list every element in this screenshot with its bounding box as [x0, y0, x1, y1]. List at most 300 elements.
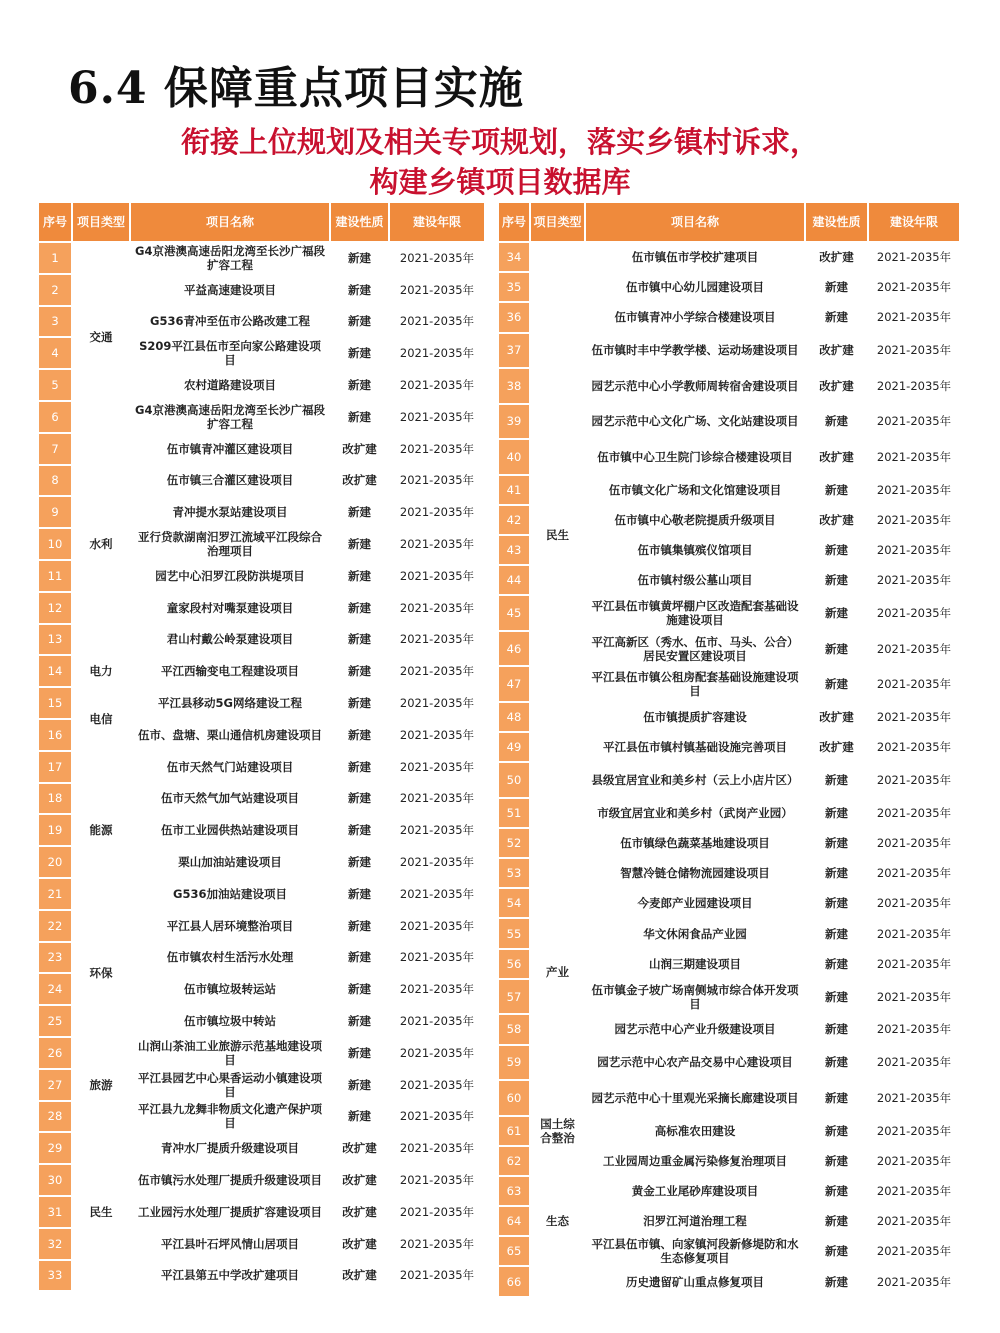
construction-period: 2021-2035年 [389, 369, 485, 401]
project-name: 伍市镇污水处理厂提质升级建设项目 [130, 1164, 330, 1196]
construction-nature: 新建 [330, 655, 389, 687]
construction-period: 2021-2035年 [389, 401, 485, 433]
row-category: 旅游 [72, 1037, 130, 1132]
row-number: 22 [38, 910, 72, 942]
construction-period: 2021-2035年 [868, 565, 960, 595]
row-number: 10 [38, 528, 72, 560]
row-number: 30 [38, 1164, 72, 1196]
construction-nature: 新建 [805, 1080, 868, 1116]
project-name: 伍市镇中心敬老院提质升级项目 [585, 505, 805, 535]
construction-period: 2021-2035年 [389, 942, 485, 974]
row-number: 65 [498, 1236, 530, 1266]
construction-nature: 新建 [330, 687, 389, 719]
project-name: 今麦郎产业园建设项目 [585, 888, 805, 918]
construction-period: 2021-2035年 [868, 949, 960, 979]
construction-period: 2021-2035年 [868, 1266, 960, 1296]
header-category: 项目类型 [530, 202, 585, 242]
construction-period: 2021-2035年 [389, 1196, 485, 1228]
construction-period: 2021-2035年 [868, 979, 960, 1015]
construction-period: 2021-2035年 [868, 858, 960, 888]
construction-nature: 新建 [330, 560, 389, 592]
construction-nature: 改扩建 [805, 439, 868, 475]
project-name: 伍市工业园供热站建设项目 [130, 814, 330, 846]
construction-nature: 新建 [805, 475, 868, 505]
table-row [498, 242, 960, 272]
construction-nature: 新建 [805, 798, 868, 828]
project-name: 平江县第五中学改扩建项目 [130, 1260, 330, 1292]
row-number: 36 [498, 302, 530, 332]
row-category: 环保 [72, 910, 130, 1037]
construction-nature: 新建 [330, 369, 389, 401]
row-number: 32 [38, 1228, 72, 1260]
construction-period: 2021-2035年 [868, 1206, 960, 1236]
table-row [38, 655, 485, 687]
row-number: 25 [38, 1005, 72, 1037]
row-category: 水利 [72, 433, 130, 656]
row-number: 9 [38, 496, 72, 528]
row-number: 50 [498, 762, 530, 798]
construction-period: 2021-2035年 [868, 404, 960, 440]
construction-nature: 新建 [805, 918, 868, 948]
construction-nature: 改扩建 [330, 1260, 389, 1292]
row-number: 1 [38, 242, 72, 274]
project-name: S209平江县伍市至向家公路建设项目 [130, 337, 330, 369]
construction-nature: 新建 [330, 1037, 389, 1069]
construction-nature: 改扩建 [330, 1164, 389, 1196]
project-name: 青冲提水泵站建设项目 [130, 496, 330, 528]
row-number: 60 [498, 1080, 530, 1116]
header-name: 项目名称 [130, 202, 330, 242]
table-row [38, 910, 485, 942]
project-name: 伍市镇村级公墓山项目 [585, 565, 805, 595]
construction-nature: 改扩建 [805, 505, 868, 535]
project-name: 园艺中心汨罗江段防洪堤项目 [130, 560, 330, 592]
construction-period: 2021-2035年 [389, 910, 485, 942]
construction-period: 2021-2035年 [868, 828, 960, 858]
construction-period: 2021-2035年 [868, 1236, 960, 1266]
construction-period: 2021-2035年 [868, 888, 960, 918]
construction-nature: 新建 [805, 979, 868, 1015]
construction-period: 2021-2035年 [868, 762, 960, 798]
project-name: 伍市镇文化广场和文化馆建设项目 [585, 475, 805, 505]
construction-nature: 新建 [805, 535, 868, 565]
project-name: 山润三期建设项目 [585, 949, 805, 979]
construction-nature: 改扩建 [330, 1132, 389, 1164]
row-category: 生态 [530, 1146, 585, 1297]
table-row [498, 1116, 960, 1146]
construction-nature: 新建 [330, 1101, 389, 1133]
construction-period: 2021-2035年 [389, 687, 485, 719]
row-number: 47 [498, 666, 530, 702]
project-name: 伍市镇垃圾中转站 [130, 1005, 330, 1037]
table-header-row [498, 202, 960, 242]
project-name: 园艺示范中心产业升级建设项目 [585, 1014, 805, 1044]
construction-nature: 新建 [805, 1045, 868, 1081]
row-category: 能源 [72, 751, 130, 910]
project-name: G536青冲至伍市公路改建工程 [130, 306, 330, 338]
row-category: 民生 [72, 1132, 130, 1291]
construction-nature: 新建 [805, 631, 868, 667]
row-number: 51 [498, 798, 530, 828]
row-number: 3 [38, 306, 72, 338]
project-name: 平江高新区（秀水、伍市、马头、公合）居民安置区建设项目 [585, 631, 805, 667]
row-number: 55 [498, 918, 530, 948]
row-number: 4 [38, 337, 72, 369]
table-row [38, 687, 485, 719]
construction-period: 2021-2035年 [868, 631, 960, 667]
header-period: 建设年限 [389, 202, 485, 242]
construction-nature: 新建 [330, 337, 389, 369]
subtitle-line-1: 衔接上位规划及相关专项规划，落实乡镇村诉求， [180, 125, 819, 159]
project-name: 工业园污水处理厂提质扩容建设项目 [130, 1196, 330, 1228]
project-name: 历史遗留矿山重点修复项目 [585, 1266, 805, 1296]
row-number: 24 [38, 973, 72, 1005]
row-number: 23 [38, 942, 72, 974]
construction-nature: 改扩建 [805, 732, 868, 762]
row-category: 民生 [530, 242, 585, 828]
project-name: 伍市、盘塘、栗山通信机房建设项目 [130, 719, 330, 751]
row-number: 39 [498, 404, 530, 440]
row-number: 17 [38, 751, 72, 783]
construction-nature: 新建 [330, 973, 389, 1005]
row-number: 56 [498, 949, 530, 979]
project-name: 平江县伍市镇黄坪棚户区改造配套基础设施建设项目 [585, 595, 805, 631]
project-name: G4京港澳高速岳阳龙湾至长沙广福段扩容工程 [130, 242, 330, 274]
construction-nature: 新建 [805, 828, 868, 858]
construction-nature: 新建 [805, 1206, 868, 1236]
construction-nature: 改扩建 [330, 465, 389, 497]
construction-period: 2021-2035年 [868, 732, 960, 762]
row-number: 43 [498, 535, 530, 565]
project-name: 伍市镇三合灌区建设项目 [130, 465, 330, 497]
project-name: 伍市天然气门站建设项目 [130, 751, 330, 783]
construction-period: 2021-2035年 [389, 1228, 485, 1260]
row-number: 19 [38, 814, 72, 846]
project-name: 伍市镇金子坡广场南侧城市综合体开发项目 [585, 979, 805, 1015]
construction-nature: 新建 [330, 306, 389, 338]
table-row [498, 1146, 960, 1176]
row-number: 59 [498, 1045, 530, 1081]
project-name: 园艺示范中心文化广场、文化站建设项目 [585, 404, 805, 440]
row-number: 63 [498, 1176, 530, 1206]
construction-nature: 改扩建 [805, 333, 868, 369]
construction-period: 2021-2035年 [389, 560, 485, 592]
row-category: 电信 [72, 687, 130, 751]
row-number: 53 [498, 858, 530, 888]
project-name: 亚行贷款湖南汨罗江流域平江段综合治理项目 [130, 528, 330, 560]
construction-period: 2021-2035年 [389, 1037, 485, 1069]
construction-nature: 新建 [805, 666, 868, 702]
project-name: 高标准农田建设 [585, 1116, 805, 1146]
construction-nature: 新建 [805, 272, 868, 302]
construction-period: 2021-2035年 [389, 1101, 485, 1133]
project-name: 君山村戴公岭泵建设项目 [130, 624, 330, 656]
row-number: 42 [498, 505, 530, 535]
page-title: 6.4 保障重点项目实施 [68, 63, 524, 114]
construction-period: 2021-2035年 [868, 1146, 960, 1176]
construction-period: 2021-2035年 [389, 1164, 485, 1196]
construction-period: 2021-2035年 [868, 368, 960, 404]
construction-period: 2021-2035年 [389, 1069, 485, 1101]
construction-nature: 新建 [805, 858, 868, 888]
construction-nature: 改扩建 [805, 702, 868, 732]
project-name: 园艺示范中心十里观光采摘长廊建设项目 [585, 1080, 805, 1116]
row-number: 64 [498, 1206, 530, 1236]
project-name: 平益高速建设项目 [130, 274, 330, 306]
row-number: 49 [498, 732, 530, 762]
construction-nature: 新建 [330, 624, 389, 656]
table-row [38, 1037, 485, 1069]
construction-nature: 新建 [330, 528, 389, 560]
row-number: 62 [498, 1146, 530, 1176]
construction-nature: 新建 [330, 274, 389, 306]
row-category: 电力 [72, 655, 130, 687]
header-nature: 建设性质 [805, 202, 868, 242]
project-name: 黄金工业尾砂库建设项目 [585, 1176, 805, 1206]
construction-period: 2021-2035年 [868, 666, 960, 702]
construction-period: 2021-2035年 [389, 624, 485, 656]
construction-period: 2021-2035年 [868, 439, 960, 475]
construction-nature: 新建 [330, 1005, 389, 1037]
project-name: 伍市镇中心幼儿园建设项目 [585, 272, 805, 302]
construction-nature: 改扩建 [805, 368, 868, 404]
row-number: 14 [38, 655, 72, 687]
construction-period: 2021-2035年 [389, 719, 485, 751]
row-number: 11 [38, 560, 72, 592]
row-number: 6 [38, 401, 72, 433]
construction-nature: 新建 [805, 1266, 868, 1296]
construction-period: 2021-2035年 [868, 1014, 960, 1044]
project-name: 山润山茶油工业旅游示范基地建设项目 [130, 1037, 330, 1069]
project-name: 工业园周边重金属污染修复治理项目 [585, 1146, 805, 1176]
construction-nature: 新建 [805, 1176, 868, 1206]
table-row [38, 1132, 485, 1164]
header-name: 项目名称 [585, 202, 805, 242]
row-number: 38 [498, 368, 530, 404]
row-number: 61 [498, 1116, 530, 1146]
row-number: 20 [38, 846, 72, 878]
construction-period: 2021-2035年 [868, 1080, 960, 1116]
project-name: 伍市镇集镇殡仪馆项目 [585, 535, 805, 565]
project-name: 伍市天然气加气站建设项目 [130, 783, 330, 815]
construction-nature: 改扩建 [330, 1196, 389, 1228]
construction-period: 2021-2035年 [389, 496, 485, 528]
construction-period: 2021-2035年 [868, 702, 960, 732]
project-name: 伍市镇垃圾转运站 [130, 973, 330, 1005]
construction-period: 2021-2035年 [389, 274, 485, 306]
project-name: 市级宜居宜业和美乡村（武岗产业园） [585, 798, 805, 828]
project-name: 伍市镇中心卫生院门诊综合楼建设项目 [585, 439, 805, 475]
construction-period: 2021-2035年 [868, 1045, 960, 1081]
construction-period: 2021-2035年 [868, 475, 960, 505]
project-name: 伍市镇绿色蔬菜基地建设项目 [585, 828, 805, 858]
row-number: 57 [498, 979, 530, 1015]
construction-nature: 新建 [330, 942, 389, 974]
row-number: 18 [38, 783, 72, 815]
project-name: G536加油站建设项目 [130, 878, 330, 910]
construction-nature: 新建 [805, 404, 868, 440]
row-number: 13 [38, 624, 72, 656]
row-number: 2 [38, 274, 72, 306]
row-number: 66 [498, 1266, 530, 1296]
header-period: 建设年限 [868, 202, 960, 242]
project-name: 伍市镇提质扩容建设 [585, 702, 805, 732]
construction-nature: 新建 [330, 719, 389, 751]
construction-period: 2021-2035年 [389, 751, 485, 783]
project-name: 平江西输变电工程建设项目 [130, 655, 330, 687]
project-name: 栗山加油站建设项目 [130, 846, 330, 878]
project-name: 伍市镇时丰中学教学楼、运动场建设项目 [585, 333, 805, 369]
project-name: 平江县九龙舞非物质文化遗产保护项目 [130, 1101, 330, 1133]
row-number: 12 [38, 592, 72, 624]
header-nature: 建设性质 [330, 202, 389, 242]
project-name: 伍市镇农村生活污水处理 [130, 942, 330, 974]
row-number: 40 [498, 439, 530, 475]
row-number: 21 [38, 878, 72, 910]
construction-period: 2021-2035年 [868, 505, 960, 535]
construction-period: 2021-2035年 [868, 535, 960, 565]
header-category: 项目类型 [72, 202, 130, 242]
construction-period: 2021-2035年 [389, 242, 485, 274]
construction-nature: 新建 [805, 949, 868, 979]
project-name: 平江县叶石坪风情山居项目 [130, 1228, 330, 1260]
row-number: 33 [38, 1260, 72, 1292]
row-number: 16 [38, 719, 72, 751]
table-row [498, 828, 960, 858]
project-name: 县级宜居宜业和美乡村（云上小店片区） [585, 762, 805, 798]
construction-period: 2021-2035年 [389, 528, 485, 560]
construction-period: 2021-2035年 [389, 1260, 485, 1292]
row-number: 35 [498, 272, 530, 302]
row-number: 45 [498, 595, 530, 631]
construction-period: 2021-2035年 [868, 595, 960, 631]
construction-period: 2021-2035年 [389, 783, 485, 815]
row-number: 44 [498, 565, 530, 595]
construction-nature: 新建 [330, 592, 389, 624]
construction-nature: 新建 [805, 1116, 868, 1146]
project-name: 平江县伍市镇公租房配套基础设施建设项目 [585, 666, 805, 702]
construction-period: 2021-2035年 [868, 918, 960, 948]
construction-period: 2021-2035年 [868, 798, 960, 828]
table-row [38, 751, 485, 783]
construction-nature: 新建 [330, 910, 389, 942]
header-number: 序号 [498, 202, 530, 242]
row-number: 5 [38, 369, 72, 401]
project-name: 伍市镇青冲小学综合楼建设项目 [585, 302, 805, 332]
construction-nature: 新建 [330, 814, 389, 846]
project-name: 园艺示范中心小学教师周转宿舍建设项目 [585, 368, 805, 404]
row-number: 15 [38, 687, 72, 719]
header-number: 序号 [38, 202, 72, 242]
row-number: 27 [38, 1069, 72, 1101]
project-name: 平江县伍市镇村镇基础设施完善项目 [585, 732, 805, 762]
row-number: 28 [38, 1101, 72, 1133]
construction-nature: 新建 [330, 751, 389, 783]
row-number: 8 [38, 465, 72, 497]
construction-nature: 新建 [805, 1146, 868, 1176]
row-number: 34 [498, 242, 530, 272]
row-number: 52 [498, 828, 530, 858]
project-name: 平江县伍市镇、向家镇河段新修堤防和水生态修复项目 [585, 1236, 805, 1266]
row-category: 国土综合整治 [530, 1116, 585, 1146]
construction-nature: 改扩建 [330, 433, 389, 465]
row-number: 46 [498, 631, 530, 667]
construction-period: 2021-2035年 [868, 333, 960, 369]
row-number: 29 [38, 1132, 72, 1164]
project-name: G4京港澳高速岳阳龙湾至长沙广福段扩容工程 [130, 401, 330, 433]
construction-nature: 新建 [330, 878, 389, 910]
project-name: 伍市镇伍市学校扩建项目 [585, 242, 805, 272]
construction-period: 2021-2035年 [389, 1005, 485, 1037]
construction-period: 2021-2035年 [389, 592, 485, 624]
construction-period: 2021-2035年 [389, 337, 485, 369]
construction-period: 2021-2035年 [389, 814, 485, 846]
construction-nature: 新建 [805, 302, 868, 332]
project-name: 农村道路建设项目 [130, 369, 330, 401]
construction-period: 2021-2035年 [868, 1116, 960, 1146]
project-name: 平江县移动5G网络建设工程 [130, 687, 330, 719]
construction-nature: 新建 [805, 762, 868, 798]
construction-nature: 新建 [805, 595, 868, 631]
project-name: 园艺示范中心农产品交易中心建设项目 [585, 1045, 805, 1081]
construction-nature: 改扩建 [805, 242, 868, 272]
construction-nature: 新建 [805, 1236, 868, 1266]
construction-period: 2021-2035年 [389, 306, 485, 338]
construction-period: 2021-2035年 [868, 302, 960, 332]
construction-period: 2021-2035年 [868, 242, 960, 272]
project-name: 华文休闲食品产业园 [585, 918, 805, 948]
table-row [38, 242, 485, 274]
row-category: 交通 [72, 242, 130, 433]
construction-period: 2021-2035年 [389, 878, 485, 910]
project-table-right [497, 201, 961, 1298]
construction-nature: 新建 [330, 846, 389, 878]
row-number: 48 [498, 702, 530, 732]
construction-nature: 新建 [805, 565, 868, 595]
row-number: 54 [498, 888, 530, 918]
construction-nature: 新建 [330, 496, 389, 528]
project-name: 平江县人居环境整治项目 [130, 910, 330, 942]
row-number: 41 [498, 475, 530, 505]
construction-period: 2021-2035年 [868, 1176, 960, 1206]
subtitle-line-2: 构建乡镇项目数据库 [369, 165, 631, 199]
construction-period: 2021-2035年 [868, 272, 960, 302]
row-number: 58 [498, 1014, 530, 1044]
construction-period: 2021-2035年 [389, 433, 485, 465]
project-name: 青冲水厂提质升级建设项目 [130, 1132, 330, 1164]
row-number: 37 [498, 333, 530, 369]
construction-nature: 新建 [330, 1069, 389, 1101]
row-number: 31 [38, 1196, 72, 1228]
construction-period: 2021-2035年 [389, 846, 485, 878]
construction-nature: 改扩建 [330, 1228, 389, 1260]
project-name: 平江县园艺中心果香运动小镇建设项目 [130, 1069, 330, 1101]
construction-period: 2021-2035年 [389, 1132, 485, 1164]
construction-period: 2021-2035年 [389, 655, 485, 687]
row-number: 26 [38, 1037, 72, 1069]
project-name: 智慧冷链仓储物流园建设项目 [585, 858, 805, 888]
construction-nature: 新建 [805, 1014, 868, 1044]
project-name: 童家段村对嘴泵建设项目 [130, 592, 330, 624]
construction-nature: 新建 [330, 401, 389, 433]
construction-period: 2021-2035年 [389, 465, 485, 497]
row-category: 产业 [530, 828, 585, 1116]
construction-period: 2021-2035年 [389, 973, 485, 1005]
project-name: 汨罗江河道治理工程 [585, 1206, 805, 1236]
construction-nature: 新建 [330, 783, 389, 815]
project-table-left [37, 201, 486, 1292]
table-header-row [38, 202, 485, 242]
